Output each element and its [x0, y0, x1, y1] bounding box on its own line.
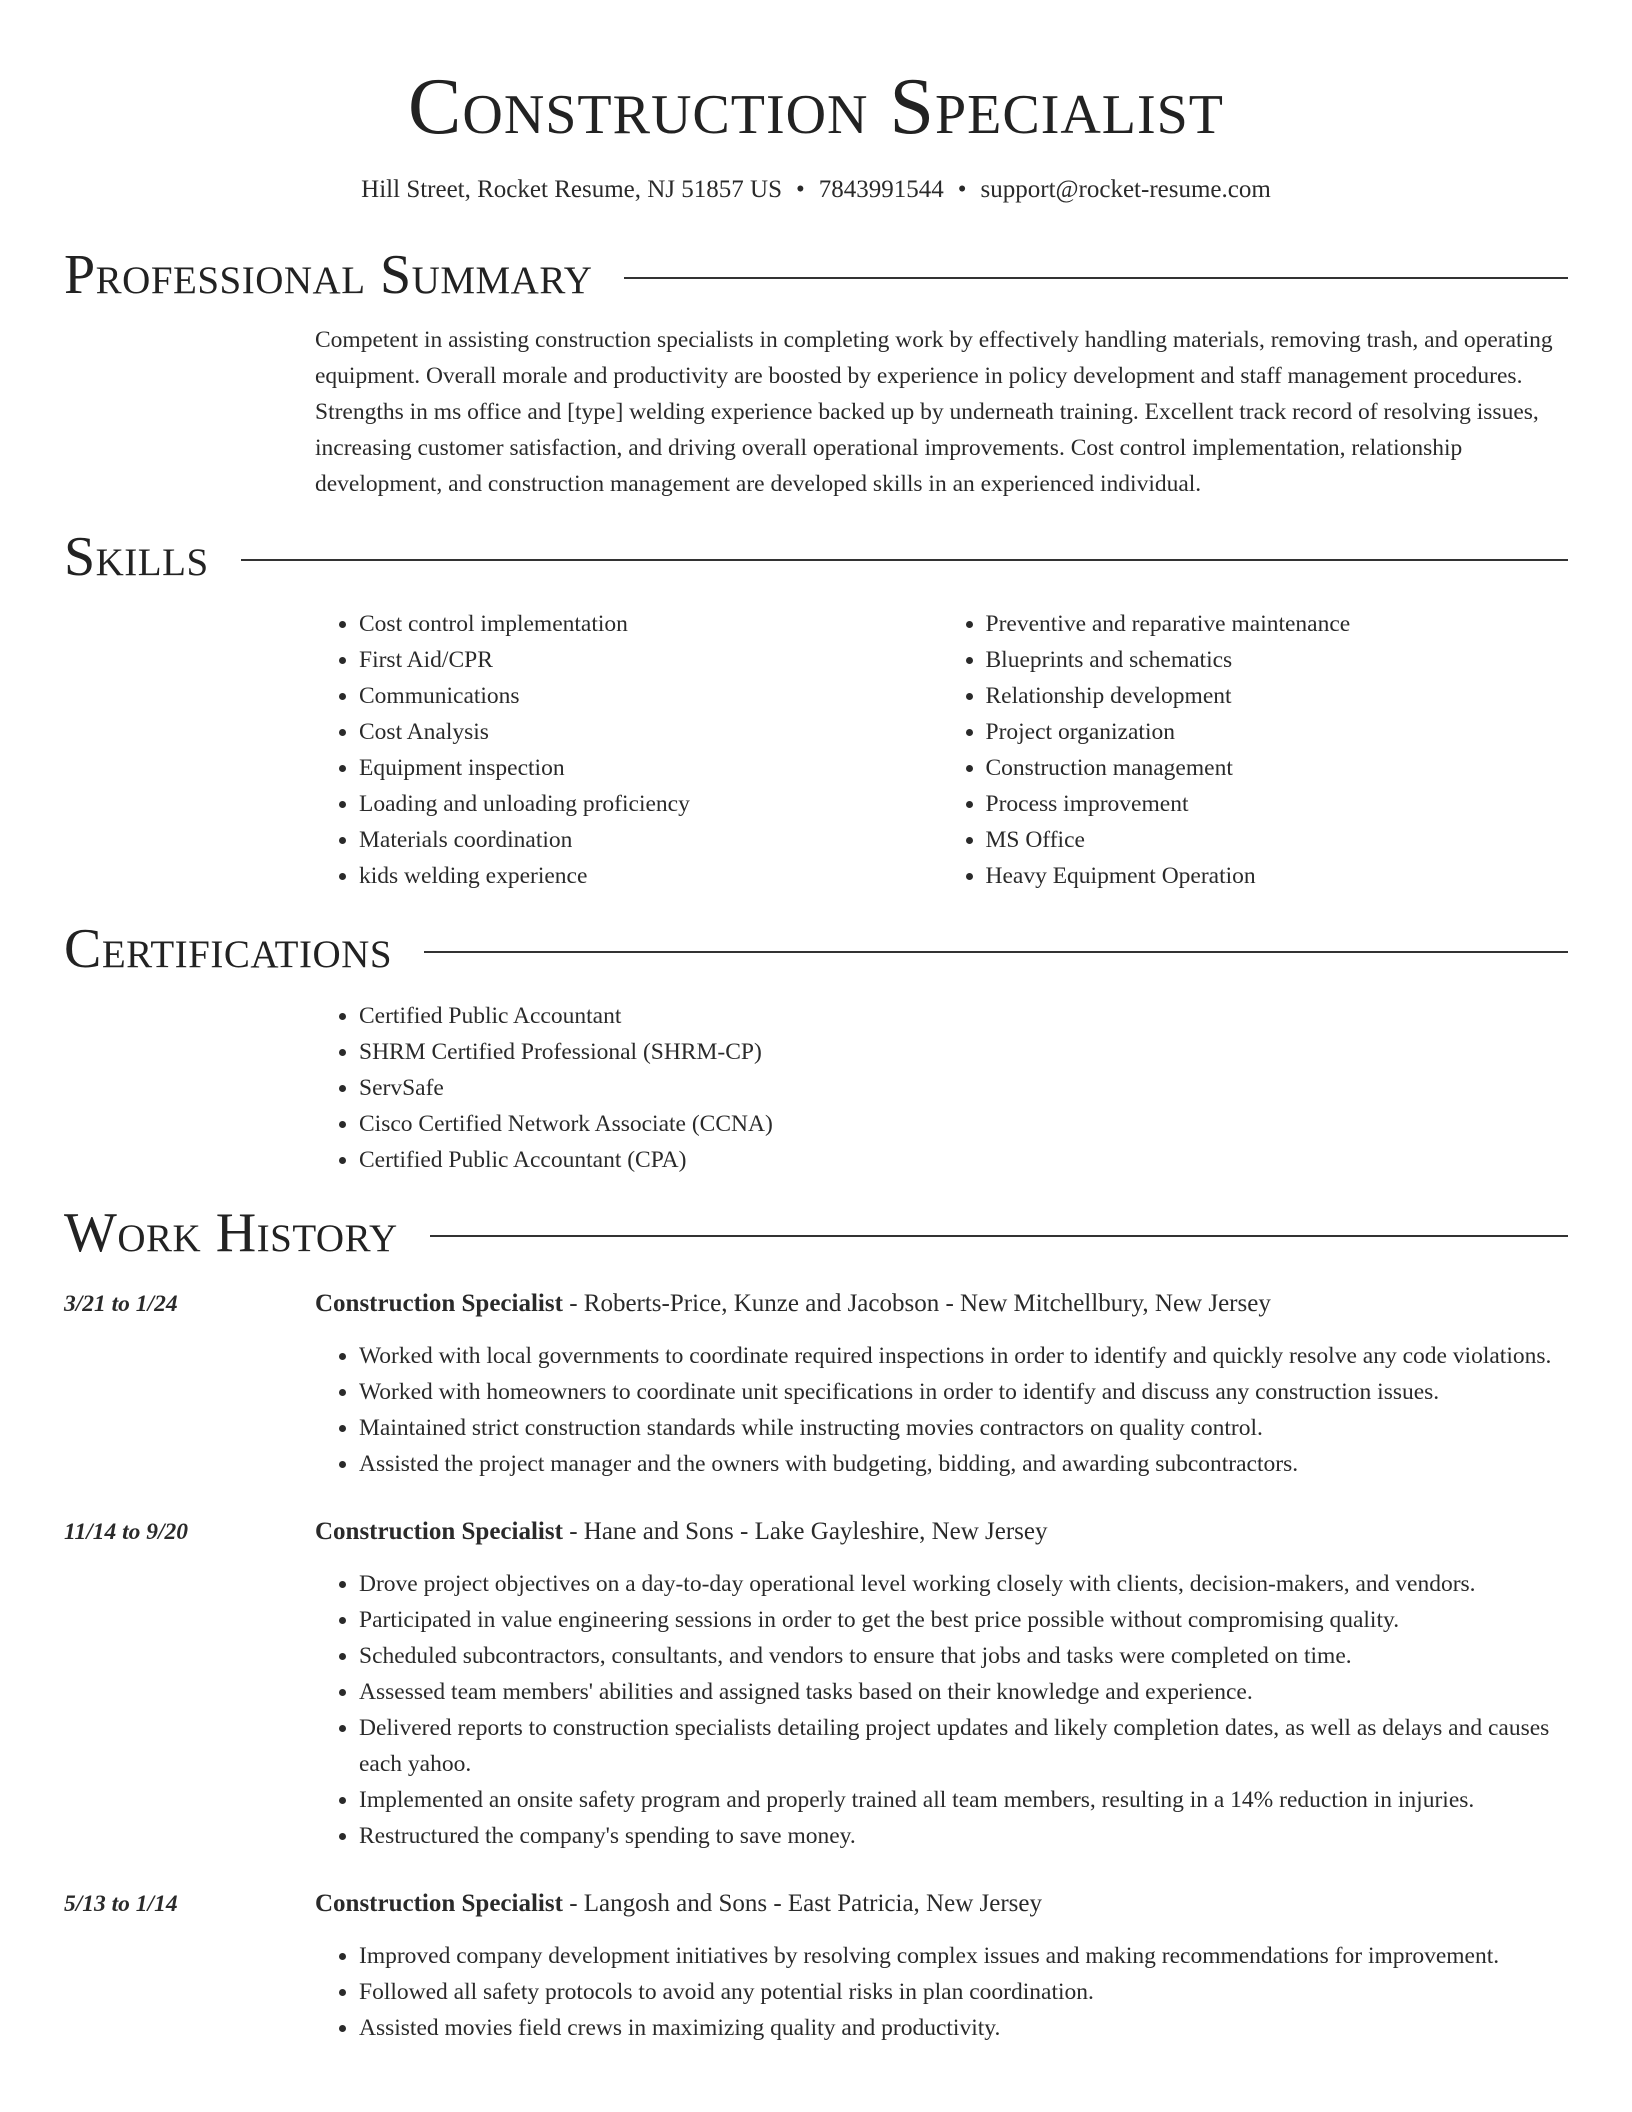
work-history-section-title: Work History [64, 1202, 398, 1264]
contact-line [64, 174, 1568, 206]
job-role: Construction Specialist [315, 1518, 563, 1545]
job-entry [64, 1886, 1568, 2046]
job-details [315, 1886, 1568, 2046]
skills-section-title: Skills [64, 526, 209, 588]
job-details [315, 1286, 1568, 1482]
contact-address: Hill Street, Rocket Resume, NJ 51857 US [361, 176, 782, 203]
skill-item: • Loading and unloading proficiency [359, 786, 942, 822]
job-title-line [315, 1514, 1568, 1550]
skills-list-right [942, 606, 1569, 894]
job-bullet: • Worked with homeowners to coordinate unit specifications in order to identify and discuss any construction issues. [359, 1374, 1568, 1410]
skill-item: • Relationship development [986, 678, 1569, 714]
job-role: Construction Specialist [315, 1890, 563, 1917]
job-bullet: • Scheduled subcontractors, consultants, and vendors to ensure that jobs and tasks were completed on time. [359, 1638, 1568, 1674]
job-bullet: • Assisted the project manager and the owners with budgeting, bidding, and awarding subcontractors. [359, 1446, 1568, 1482]
resume-name-heading: Construction Specialist [408, 63, 1224, 151]
job-details [315, 1514, 1568, 1854]
certifications-section-title: Certifications [64, 918, 393, 980]
skills-section-header [64, 524, 1568, 590]
job-dates: 11/14 to 9/20 [64, 1519, 189, 1545]
certification-item: • Cisco Certified Network Associate (CCNA) [359, 1106, 1568, 1142]
work-history-list [64, 1286, 1568, 2046]
job-bullets [315, 1938, 1568, 2046]
summary-text: Competent in assisting construction specialists in completing work by effectively handling materials, removing trash, and operating equipment. Overall morale and productivity are boosted by experience in policy development and staff management procedures. Strengths in ms office and [type] welding experience backed up by underneath training. Excellent track record of resolving issues, increasing customer satisfaction, and driving overall operational improvements. Cost control implementation, relationship development, and construction management are developed skills in an experienced individual. [315, 327, 1553, 497]
skill-item: • Heavy Equipment Operation [986, 858, 1569, 894]
skill-item: • Project organization [986, 714, 1569, 750]
job-bullet: • Restructured the company's spending to save money. [359, 1818, 1568, 1854]
job-bullet: • Assisted movies field crews in maximizing quality and productivity. [359, 2010, 1568, 2046]
skill-item: • Cost control implementation [359, 606, 942, 642]
job-employer-location: - Roberts-Price, Kunze and Jacobson - New Mitchellbury, New Jersey [562, 1290, 1271, 1317]
job-bullet: • Implemented an onsite safety program and properly trained all team members, resulting in a 14% reduction in injuries. [359, 1782, 1568, 1818]
skill-item: • Equipment inspection [359, 750, 942, 786]
skill-item: • kids welding experience [359, 858, 942, 894]
skills-columns [315, 606, 1568, 894]
skill-item: • First Aid/CPR [359, 642, 942, 678]
job-bullet: • Assessed team members' abilities and assigned tasks based on their knowledge and experience. [359, 1674, 1568, 1710]
skill-item: • Preventive and reparative maintenance [986, 606, 1569, 642]
resume-page [64, 0, 1568, 2046]
contact-email: support@rocket-resume.com [980, 176, 1271, 203]
job-bullet: • Followed all safety protocols to avoid any potential risks in plan coordination. [359, 1974, 1568, 2010]
section-divider [624, 277, 1568, 279]
skill-item: • Cost Analysis [359, 714, 942, 750]
job-employer-location: - Langosh and Sons - East Patricia, New Jersey [562, 1890, 1042, 1917]
skill-item: • Blueprints and schematics [986, 642, 1569, 678]
skill-item: • MS Office [986, 822, 1569, 858]
job-bullet: • Participated in value engineering sessions in order to get the best price possible without compromising quality. [359, 1602, 1568, 1638]
job-title-line [315, 1886, 1568, 1922]
certifications-section-header [64, 916, 1568, 982]
job-entry [64, 1514, 1568, 1854]
certifications-block [315, 998, 1568, 1178]
job-bullet: • Drove project objectives on a day-to-day operational level working closely with clients, decision-makers, and vendors. [359, 1566, 1568, 1602]
job-role: Construction Specialist [315, 1290, 563, 1317]
job-dates: 3/21 to 1/24 [64, 1291, 178, 1317]
contact-separator: • [795, 176, 805, 203]
section-divider [424, 951, 1568, 953]
certification-item: • Certified Public Accountant (CPA) [359, 1142, 1568, 1178]
summary-section-header [64, 242, 1568, 308]
work-history-section-header [64, 1200, 1568, 1266]
job-employer-location: - Hane and Sons - Lake Gayleshire, New Jersey [562, 1518, 1048, 1545]
summary-section-title: Professional Summary [64, 244, 593, 306]
skill-item: • Communications [359, 678, 942, 714]
certifications-list [315, 998, 1568, 1178]
skills-list-left [315, 606, 942, 894]
job-bullet: • Improved company development initiatives by resolving complex issues and making recommendations for improvement. [359, 1938, 1568, 1974]
job-dates: 5/13 to 1/14 [64, 1891, 178, 1917]
job-bullets [315, 1338, 1568, 1482]
job-bullet: • Delivered reports to construction specialists detailing project updates and likely completion dates, as well as delays and causes each yahoo. [359, 1710, 1568, 1782]
certification-item: • SHRM Certified Professional (SHRM-CP) [359, 1034, 1568, 1070]
contact-separator: • [957, 176, 967, 203]
skill-item: • Construction management [986, 750, 1569, 786]
certification-item: • Certified Public Accountant [359, 998, 1568, 1034]
job-entry [64, 1286, 1568, 1482]
skill-item: • Process improvement [986, 786, 1569, 822]
job-bullets [315, 1566, 1568, 1854]
job-bullet: • Worked with local governments to coordinate required inspections in order to identify and quickly resolve any code violations. [359, 1338, 1568, 1374]
job-title-line [315, 1286, 1568, 1322]
skill-item: • Materials coordination [359, 822, 942, 858]
section-divider [241, 559, 1568, 561]
job-bullet: • Maintained strict construction standards while instructing movies contractors on quality control. [359, 1410, 1568, 1446]
section-divider [430, 1235, 1568, 1237]
contact-phone: 7843991544 [818, 176, 944, 203]
certification-item: • ServSafe [359, 1070, 1568, 1106]
